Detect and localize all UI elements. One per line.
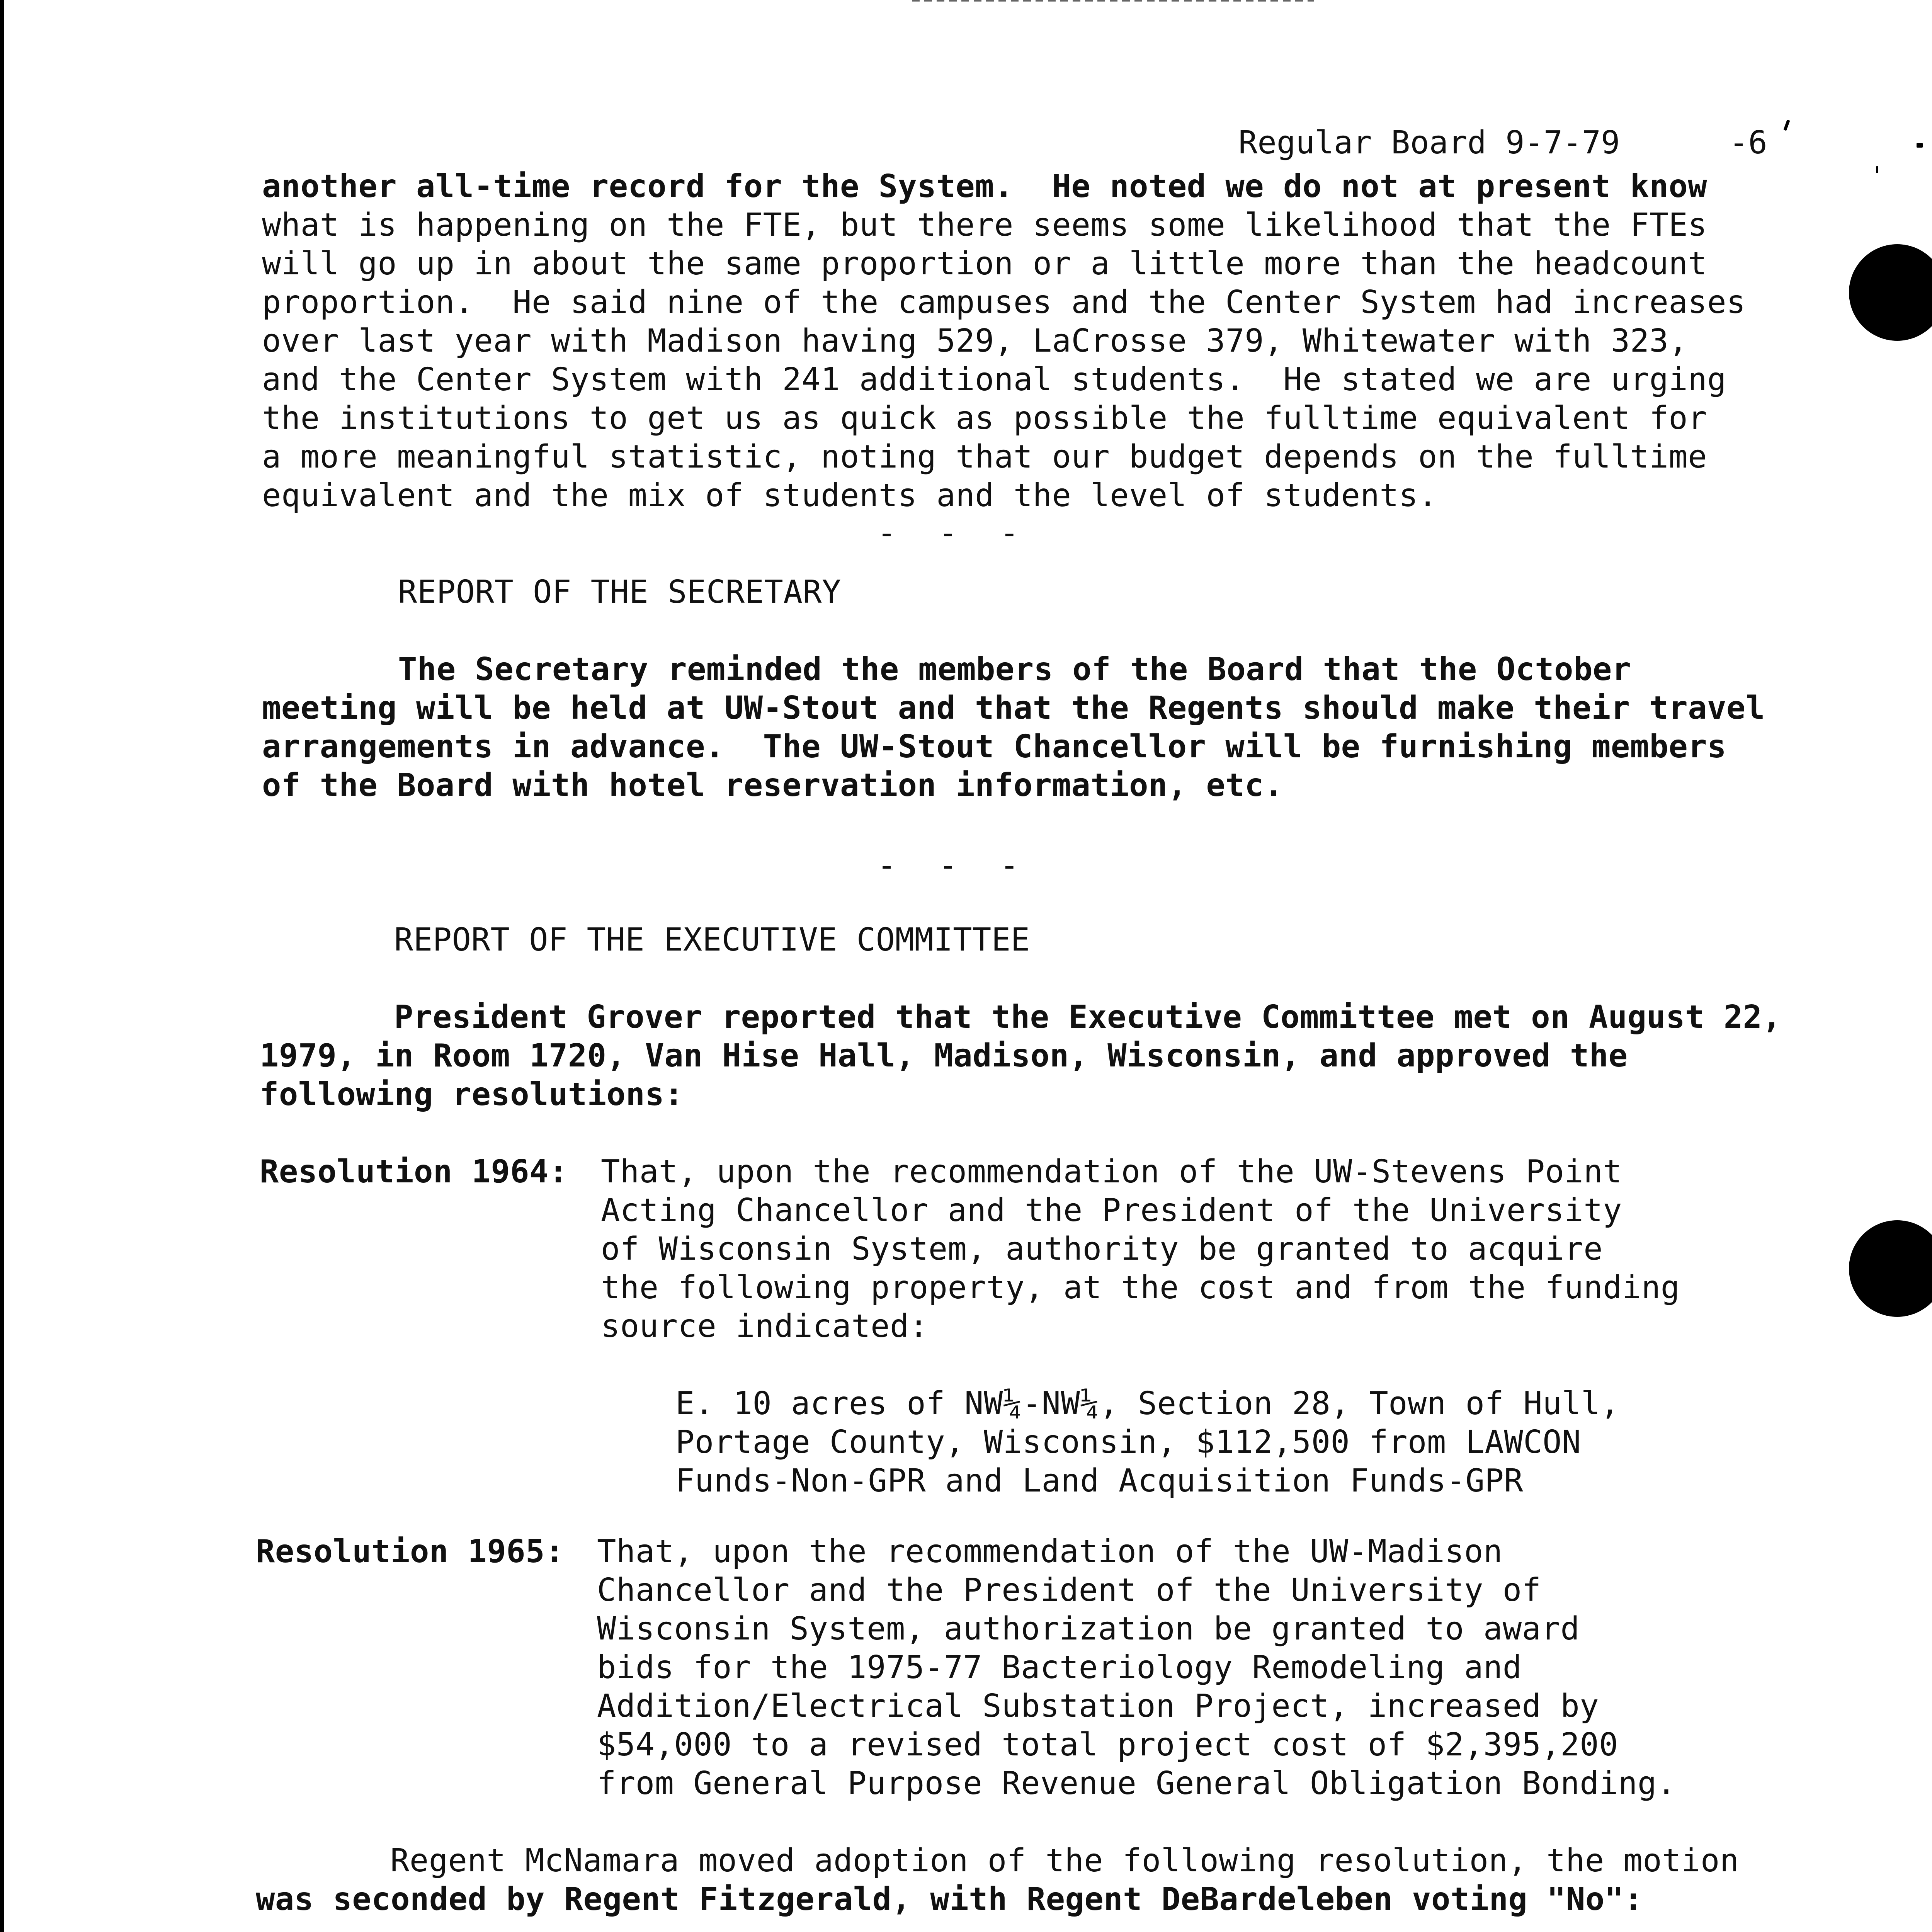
paragraph-line: President Grover reported that the Executive Committee met on August 22, — [394, 999, 1782, 1036]
resolution-line: source indicated: — [601, 1308, 929, 1345]
resolution-line: Wisconsin System, authorization be granted to award — [597, 1611, 1580, 1647]
paragraph-line: over last year with Madison having 529, LaCrosse 379, Whitewater with 323, — [262, 323, 1688, 359]
paragraph-line: proportion. He said nine of the campuses and the Center System had increases — [262, 284, 1746, 321]
property-line: E. 10 acres of NW¼-NW¼, Section 28, Town of Hull, — [675, 1385, 1620, 1422]
resolution-line: That, upon the recommendation of the UW-Madison — [597, 1533, 1503, 1570]
paragraph-line: meeting will be held at UW-Stout and that the Regents should make their travel — [262, 690, 1765, 726]
resolution-line: the following property, at the cost and from the funding — [601, 1269, 1680, 1306]
paragraph-line: equivalent and the mix of students and the level of students. — [262, 477, 1437, 514]
paragraph-line: and the Center System with 241 additional students. He stated we are urging — [262, 361, 1726, 398]
paragraph-line: was seconded by Regent Fitzgerald, with Regent DeBardeleben voting "No": — [256, 1881, 1643, 1918]
section-separator: - - - — [877, 847, 1031, 884]
resolution-line: from General Purpose Revenue General Obligation Bonding. — [597, 1765, 1676, 1802]
resolution-line: $54,000 to a revised total project cost of $2,395,200 — [597, 1726, 1619, 1763]
section-separator: - - - — [877, 515, 1031, 551]
resolution-line: of Wisconsin System, authority be granted to acquire — [601, 1231, 1603, 1267]
property-line: Portage County, Wisconsin, $112,500 from LAWCON — [675, 1424, 1581, 1461]
hole-punch-top — [1849, 244, 1932, 341]
scan-mark — [1917, 143, 1923, 148]
paragraph-line: what is happening on the FTE, but there seems some likelihood that the FTEs — [262, 207, 1708, 243]
paragraph-line: Regent McNamara moved adoption of the following resolution, the motion — [390, 1842, 1739, 1879]
property-line: Funds-Non-GPR and Land Acquisition Funds-GPR — [675, 1463, 1524, 1499]
paragraph-line: The Secretary reminded the members of the Board that the October — [398, 651, 1631, 688]
paragraph-line: the institutions to get us as quick as possible the fulltime equivalent for — [262, 400, 1708, 437]
paragraph-line: of the Board with hotel reservation information, etc. — [262, 767, 1284, 804]
page-header-board: Regular Board 9-7-79 — [1238, 124, 1620, 161]
paragraph-line: following resolutions: — [260, 1076, 684, 1113]
resolution-line: bids for the 1975-77 Bacteriology Remodeling and — [597, 1649, 1522, 1686]
resolution-line: Addition/Electrical Substation Project, increased by — [597, 1688, 1599, 1725]
paragraph-line: another all-time record for the System. He noted we do not at present know — [262, 168, 1708, 205]
hole-punch-middle — [1849, 1220, 1932, 1317]
scan-edge-top — [912, 0, 1314, 2]
resolution-label-1964: Resolution 1964: — [260, 1153, 568, 1190]
scan-edge-left — [0, 0, 4, 1932]
resolution-line: Chancellor and the President of the University of — [597, 1572, 1541, 1609]
section-heading-executive: REPORT OF THE EXECUTIVE COMMITTEE — [394, 922, 1030, 958]
paragraph-line: a more meaningful statistic, noting that our budget depends on the fulltime — [262, 439, 1708, 475]
section-heading-secretary: REPORT OF THE SECRETARY — [398, 574, 841, 611]
scan-mark — [1783, 119, 1790, 131]
resolution-line: That, upon the recommendation of the UW-Stevens Point — [601, 1153, 1622, 1190]
page-number: -6 — [1729, 124, 1767, 161]
resolution-line: Acting Chancellor and the President of the University — [601, 1192, 1622, 1229]
resolution-label-1965: Resolution 1965: — [256, 1533, 564, 1570]
scan-mark — [1876, 166, 1878, 173]
paragraph-line: 1979, in Room 1720, Van Hise Hall, Madison, Wisconsin, and approved the — [260, 1037, 1628, 1074]
paragraph-line: arrangements in advance. The UW-Stout Chancellor will be furnishing members — [262, 728, 1726, 765]
paragraph-line: will go up in about the same proportion or a little more than the headcount — [262, 245, 1708, 282]
